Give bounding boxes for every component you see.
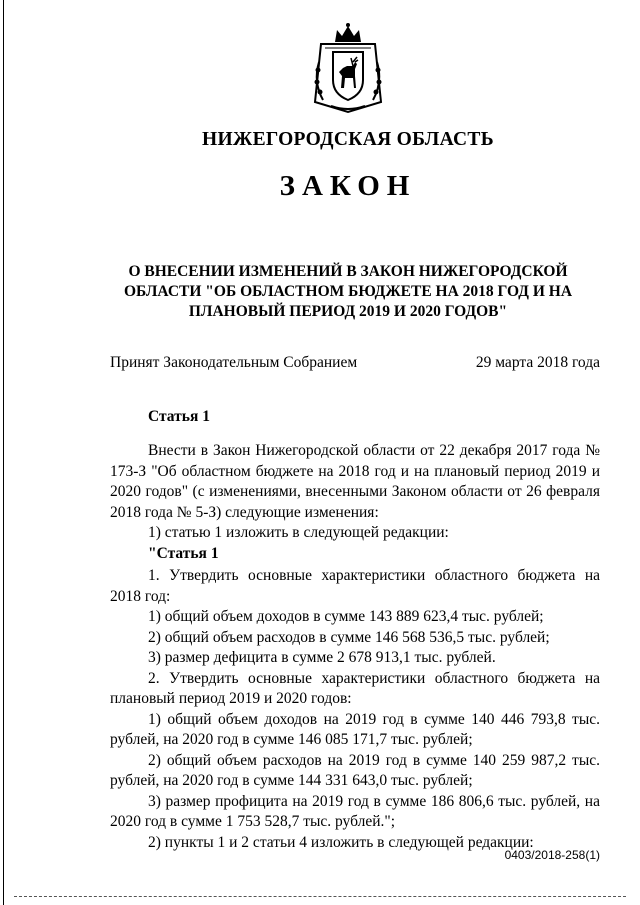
- paragraph-5: 2. Утвердить основные характеристики областного бюджета на плановый период 2019 и 2020 годов:: [110, 669, 600, 707]
- article-intro-text: Внести в Закон Нижегородской области от 22 декабря 2017 года № 173-З "Об областном бюджете на 2018 год и на плановый период 2019 и 2020 годов" (с изменениями, внесенными Законом области от 26 февраля 2018 года № 5-З) следующие изменения:: [110, 442, 600, 521]
- paragraph-4: 3) размер дефицита в сумме 2 678 913,1 тыс. рублей.: [148, 649, 496, 666]
- article-item-1: 1) статью 1 изложить в следующей редакции:: [148, 524, 449, 541]
- adoption-date: 29 марта 2018 года: [475, 354, 600, 371]
- paragraph-3: 2) общий объем расходов в сумме 146 568 536,5 тыс. рублей;: [148, 628, 550, 646]
- paragraph-7: 2) общий объем расходов на 2019 год в сумме 140 259 987,2 тыс. рублей, на 2020 год в сумме 144 331 643,0 тыс. рублей;: [110, 751, 600, 789]
- paragraph-1: 1. Утвердить основные характеристики областного бюджета на 2018 год:: [110, 567, 600, 605]
- paragraph-9: 2) пункты 1 и 2 статьи 4 изложить в следующей редакции:: [148, 833, 534, 851]
- article-body: [110, 566, 600, 853]
- document-code: 0403/2018-258(1): [504, 848, 600, 862]
- article-intro: [110, 441, 600, 564]
- document-type: ЗАКОН: [279, 170, 417, 202]
- article-heading: Статья 1: [148, 408, 210, 425]
- quoted-article-heading: "Статья 1: [148, 544, 219, 562]
- scan-bottom-divider: [14, 896, 626, 898]
- paragraph-2: 1) общий объем доходов в сумме 143 889 623,4 тыс. рублей;: [148, 608, 544, 625]
- scan-edge-line: [3, 0, 4, 905]
- paragraph-6: 1) общий объем доходов на 2019 год в сумме 140 446 793,8 тыс. рублей, на 2020 год в сумме 146 085 171,7 тыс. рублей;: [110, 710, 600, 748]
- paragraph-8: 3) размер профицита на 2019 год в сумме 186 806,6 тыс. рублей, на 2020 год в сумме 1 753 528,7 тыс. рублей.";: [110, 792, 600, 830]
- region-name: НИЖЕГОРОДСКАЯ ОБЛАСТЬ: [202, 129, 494, 150]
- law-title: О ВНЕСЕНИИ ИЗМЕНЕНИЙ В ЗАКОН НИЖЕГОРОДСКОЙ ОБЛАСТИ "ОБ ОБЛАСТНОМ БЮДЖЕТЕ НА 2018 ГОД И НА ПЛАНОВЫЙ ПЕРИОД 2019 И 2020 ГОДОВ": [123, 263, 573, 320]
- adoption-label: Принят Законодательным Собранием: [110, 354, 358, 371]
- coat-of-arms-emblem-icon: [311, 22, 385, 114]
